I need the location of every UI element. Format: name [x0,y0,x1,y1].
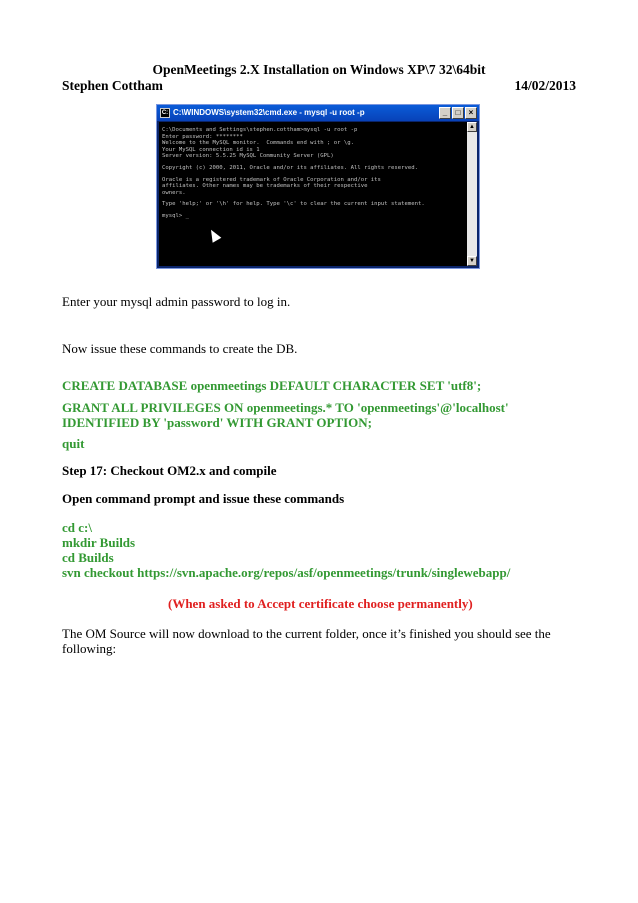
scroll-up-icon: ▲ [467,122,477,132]
console-line: Oracle is a registered trademark of Oracle Corporation and/or its [162,176,381,183]
console-line: Your MySQL connection id is 1 [162,146,260,153]
console-line: Type 'help;' or '\h' for help. Type '\c' to clear the current input statement. [162,201,425,208]
cmd-line: cd c:\ [62,520,92,535]
console-line: Enter password: ******** [162,133,243,140]
close-icon: × [465,107,477,119]
mouse-pointer-icon [207,227,222,242]
console-line: Welcome to the MySQL monitor. Commands end with ; or \g. [162,140,354,147]
cmd-window-titlebar [157,105,479,121]
minimize-icon: _ [439,107,451,119]
cmd-window-screenshot [156,104,480,269]
certificate-note: (When asked to Accept certificate choose permanently) [168,596,473,611]
step-instruction: Open command prompt and issue these commands [62,491,345,506]
console-scrollbar [467,122,477,266]
document-title: OpenMeetings 2.X Installation on Windows XP\7 32\64bit [152,62,486,77]
sql-create-database: CREATE DATABASE openmeetings DEFAULT CHARACTER SET 'utf8'; [62,378,482,393]
cmd-window-title: C:\WINDOWS\system32\cmd.exe - mysql -u root -p [173,108,365,117]
sql-quit: quit [62,436,85,451]
console-line: C:\Documents and Settings\stephen.cottham>mysql -u root -p [162,127,358,133]
cmd-line: cd Builds [62,550,114,565]
console-output [159,122,467,266]
cmd-line: mkdir Builds [62,535,136,550]
author-name: Stephen Cottham [62,78,163,93]
final-paragraph-line-1: The OM Source will now download to the current folder, once it’s finished you should see the [62,626,551,641]
scroll-down-icon: ▼ [467,256,477,266]
console-line: affiliates. Other names may be trademarks of their respective [162,183,368,190]
maximize-icon: □ [452,107,464,119]
document-date: 14/02/2013 [514,78,576,93]
console-line: owners. [162,189,186,196]
console-line: Copyright (c) 2000, 2011, Oracle and/or its affiliates. All rights reserved. [162,164,418,171]
sql-grant-line-2: IDENTIFIED BY 'password' WITH GRANT OPTION; [62,415,373,430]
cmd-line: svn checkout https://svn.apache.org/repos/asf/openmeetings/trunk/singlewebapp/ [62,565,511,580]
instruction-login: Enter your mysql admin password to log in. [62,294,291,309]
sql-grant-line-1: GRANT ALL PRIVILEGES ON openmeetings.* TO 'openmeetings'@'localhost' [62,400,509,415]
final-paragraph-line-2: following: [62,641,117,656]
console-line: Server version: 5.5.25 MySQL Community Server (GPL) [162,153,334,160]
cmd-icon: C: [161,110,169,116]
console-prompt: mysql> _ [162,212,189,219]
step-heading: Step 17: Checkout OM2.x and compile [62,463,277,478]
instruction-create-db: Now issue these commands to create the DB. [62,341,298,356]
